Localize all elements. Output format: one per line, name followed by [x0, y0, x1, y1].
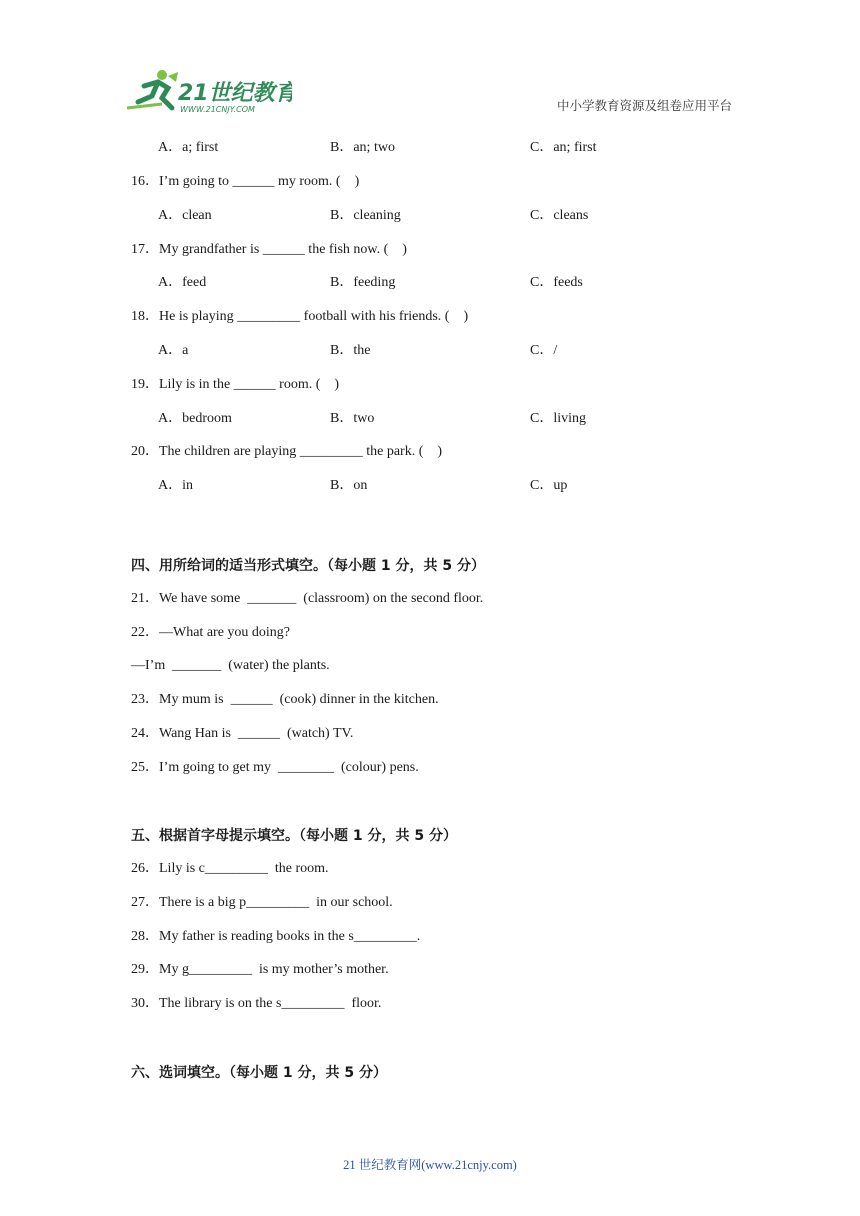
q17-option-c: C．feeds: [530, 275, 583, 290]
section-5-title: 五、根据首字母提示填空。（每小题 1 分，共 5 分）: [131, 828, 457, 844]
q20-option-b: B．on: [330, 478, 368, 493]
question-16: 16．I’m going to ______ my room. ( ): [131, 174, 360, 189]
question-25: 25．I’m going to get my ________ (colour) pens.: [131, 760, 419, 775]
section-6-title: 六、选词填空。（每小题 1 分，共 5 分）: [131, 1065, 387, 1081]
q16-option-a: A．clean: [158, 208, 212, 223]
q15-option-c: C．an; first: [530, 140, 597, 155]
q17-option-a: A．feed: [158, 275, 207, 290]
q18-option-c: C．/: [530, 343, 558, 358]
question-23: 23．My mum is ______ (cook) dinner in the kitchen.: [131, 692, 439, 707]
q20-option-a: A．in: [158, 478, 193, 493]
runner-logo-icon: [122, 68, 292, 116]
question-20: 20．The children are playing _________ the park. ( ): [131, 444, 443, 459]
q19-option-c: C．living: [530, 411, 587, 426]
header-platform-text: 中小学教育资源及组卷应用平台: [556, 98, 732, 113]
question-29: 29．My g_________ is my mother’s mother.: [131, 962, 389, 977]
question-24: 24．Wang Han is ______ (watch) TV.: [131, 726, 354, 741]
svg-text:21世纪教育: 21世纪教育: [178, 81, 292, 106]
question-30: 30．The library is on the s_________ floor.: [131, 996, 382, 1011]
question-18: 18．He is playing _________ football with his friends. ( ): [131, 309, 469, 324]
question-17: 17．My grandfather is ______ the fish now. ( ): [131, 242, 407, 257]
q16-option-c: C．cleans: [530, 208, 589, 223]
q19-option-a: A．bedroom: [158, 411, 232, 426]
q20-option-c: C．up: [530, 478, 568, 493]
q18-option-a: A．a: [158, 343, 189, 358]
q15-option-b: B．an; two: [330, 140, 395, 155]
question-28: 28．My father is reading books in the s_________.: [131, 929, 421, 944]
section-4-title: 四、用所给词的适当形式填空。（每小题 1 分，共 5 分）: [131, 558, 485, 574]
q16-option-b: B．cleaning: [330, 208, 401, 223]
site-logo: [122, 68, 292, 116]
svg-text:WWW.21CNJY.COM: WWW.21CNJY.COM: [180, 105, 255, 114]
q18-option-b: B．the: [330, 343, 371, 358]
question-19: 19．Lily is in the ______ room. ( ): [131, 377, 340, 392]
question-22: 22．—What are you doing?: [131, 625, 291, 640]
question-26: 26．Lily is c_________ the room.: [131, 861, 329, 876]
question-22-answer-line: —I’m _______ (water) the plants.: [131, 658, 330, 673]
question-21: 21．We have some _______ (classroom) on the second floor.: [131, 591, 484, 606]
q19-option-b: B．two: [330, 411, 375, 426]
q17-option-b: B．feeding: [330, 275, 396, 290]
page-footer: 21 世纪教育网(www.21cnjy.com): [343, 1158, 517, 1172]
question-27: 27．There is a big p_________ in our school.: [131, 895, 393, 910]
q15-option-a: A．a; first: [158, 140, 219, 155]
